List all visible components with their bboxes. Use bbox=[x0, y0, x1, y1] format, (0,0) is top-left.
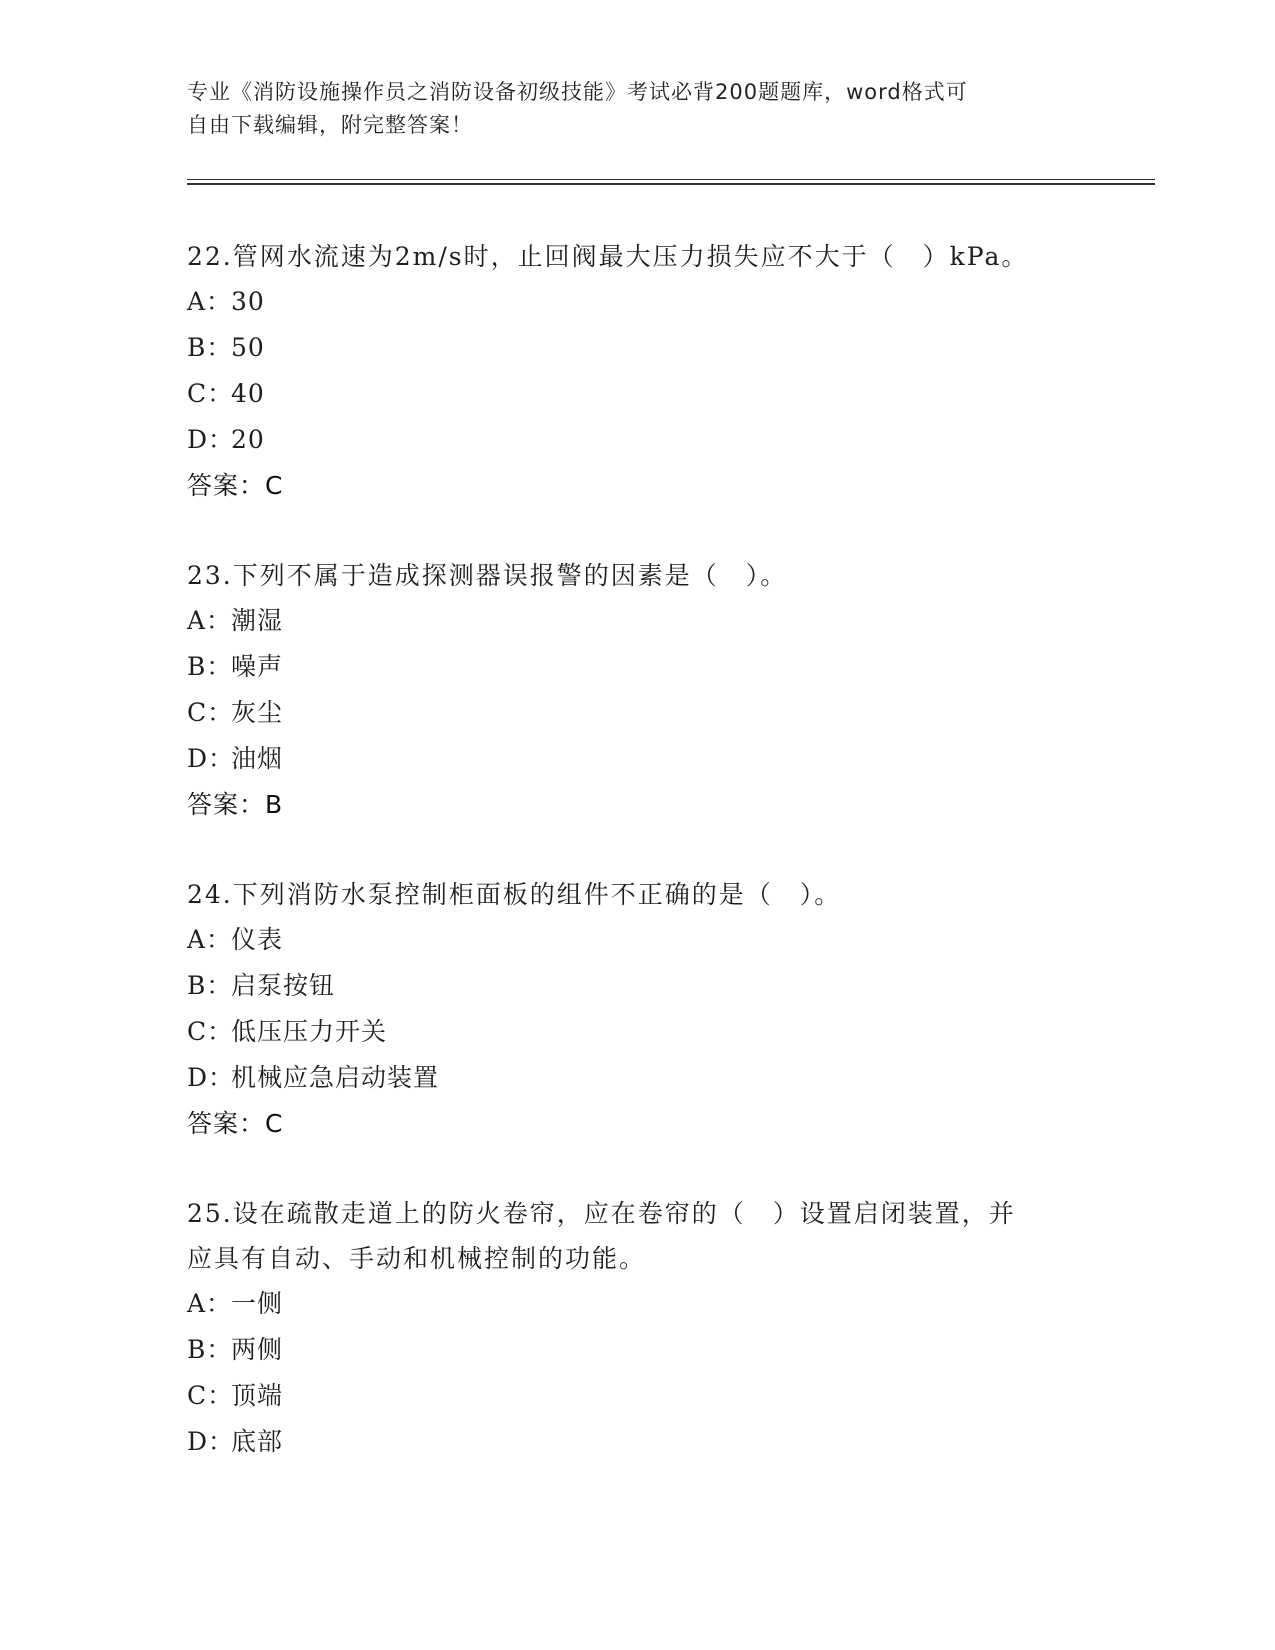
option-b bbox=[187, 963, 1087, 1009]
answer-line: 答案：B bbox=[187, 790, 284, 819]
option-key: D： bbox=[187, 1427, 235, 1456]
option-text: 20 bbox=[231, 425, 265, 454]
question-stem: 25.设在疏散走道上的防火卷帘，应在卷帘的（ ）设置启闭装置，并 bbox=[187, 1199, 1016, 1228]
option-text: 30 bbox=[231, 287, 265, 316]
option-key: B： bbox=[187, 1335, 233, 1364]
option-key: A： bbox=[187, 287, 233, 316]
header-line: 专业《消防设施操作员之消防设备初级技能》考试必背200题题库，word格式可 bbox=[187, 80, 968, 104]
header-line: 自由下载编辑，附完整答案！ bbox=[187, 113, 473, 137]
option-a bbox=[187, 598, 1087, 644]
option-text: 油烟 bbox=[231, 744, 284, 773]
option-d bbox=[187, 736, 1087, 782]
option-text: 一侧 bbox=[231, 1289, 284, 1318]
option-b bbox=[187, 644, 1087, 690]
option-key: D： bbox=[187, 744, 235, 773]
option-key: C： bbox=[187, 1381, 234, 1410]
option-key: B： bbox=[187, 652, 233, 681]
option-text: 50 bbox=[231, 333, 265, 362]
option-d bbox=[187, 1055, 1087, 1101]
header-divider bbox=[187, 179, 1155, 180]
option-b bbox=[187, 325, 1087, 371]
option-d bbox=[187, 1419, 1087, 1465]
option-text: 顶端 bbox=[231, 1381, 284, 1410]
option-text: 底部 bbox=[231, 1427, 284, 1456]
option-text: 启泵按钮 bbox=[231, 971, 336, 1000]
option-text: 低压压力开关 bbox=[231, 1017, 388, 1046]
option-text: 机械应急启动装置 bbox=[231, 1063, 440, 1092]
option-key: A： bbox=[187, 606, 233, 635]
option-key: B： bbox=[187, 333, 233, 362]
header-divider bbox=[187, 183, 1155, 185]
option-key: D： bbox=[187, 1063, 235, 1092]
question-stem: 24.下列消防水泵控制柜面板的组件不正确的是（ ）。 bbox=[187, 880, 842, 909]
option-a bbox=[187, 917, 1087, 963]
answer-line: 答案：C bbox=[187, 471, 284, 500]
option-c bbox=[187, 371, 1087, 417]
option-key: C： bbox=[187, 1017, 234, 1046]
answer-line: 答案：C bbox=[187, 1109, 284, 1138]
question-item bbox=[187, 234, 1087, 509]
option-c bbox=[187, 1009, 1087, 1055]
option-key: A： bbox=[187, 1289, 233, 1318]
question-item bbox=[187, 872, 1087, 1147]
option-b bbox=[187, 1327, 1087, 1373]
option-text: 40 bbox=[231, 379, 265, 408]
option-key: C： bbox=[187, 379, 234, 408]
option-a bbox=[187, 279, 1087, 325]
option-a bbox=[187, 1281, 1087, 1327]
option-c bbox=[187, 1373, 1087, 1419]
question-item bbox=[187, 1191, 1087, 1465]
option-key: C： bbox=[187, 698, 234, 727]
question-item bbox=[187, 553, 1087, 828]
option-d bbox=[187, 417, 1087, 463]
option-text: 潮湿 bbox=[231, 606, 284, 635]
option-key: D： bbox=[187, 425, 235, 454]
option-text: 仪表 bbox=[231, 925, 284, 954]
option-text: 灰尘 bbox=[231, 698, 284, 727]
option-key: B： bbox=[187, 971, 233, 1000]
document-header bbox=[187, 76, 1087, 142]
option-text: 噪声 bbox=[231, 652, 284, 681]
option-text: 两侧 bbox=[231, 1335, 284, 1364]
option-key: A： bbox=[187, 925, 233, 954]
question-stem: 22.管网水流速为2m/s时，止回阀最大压力损失应不大于（ ）kPa。 bbox=[187, 242, 1029, 271]
option-c bbox=[187, 690, 1087, 736]
question-stem: 23.下列不属于造成探测器误报警的因素是（ ）。 bbox=[187, 561, 788, 590]
question-stem-continued: 应具有自动、手动和机械控制的功能。 bbox=[187, 1244, 647, 1273]
